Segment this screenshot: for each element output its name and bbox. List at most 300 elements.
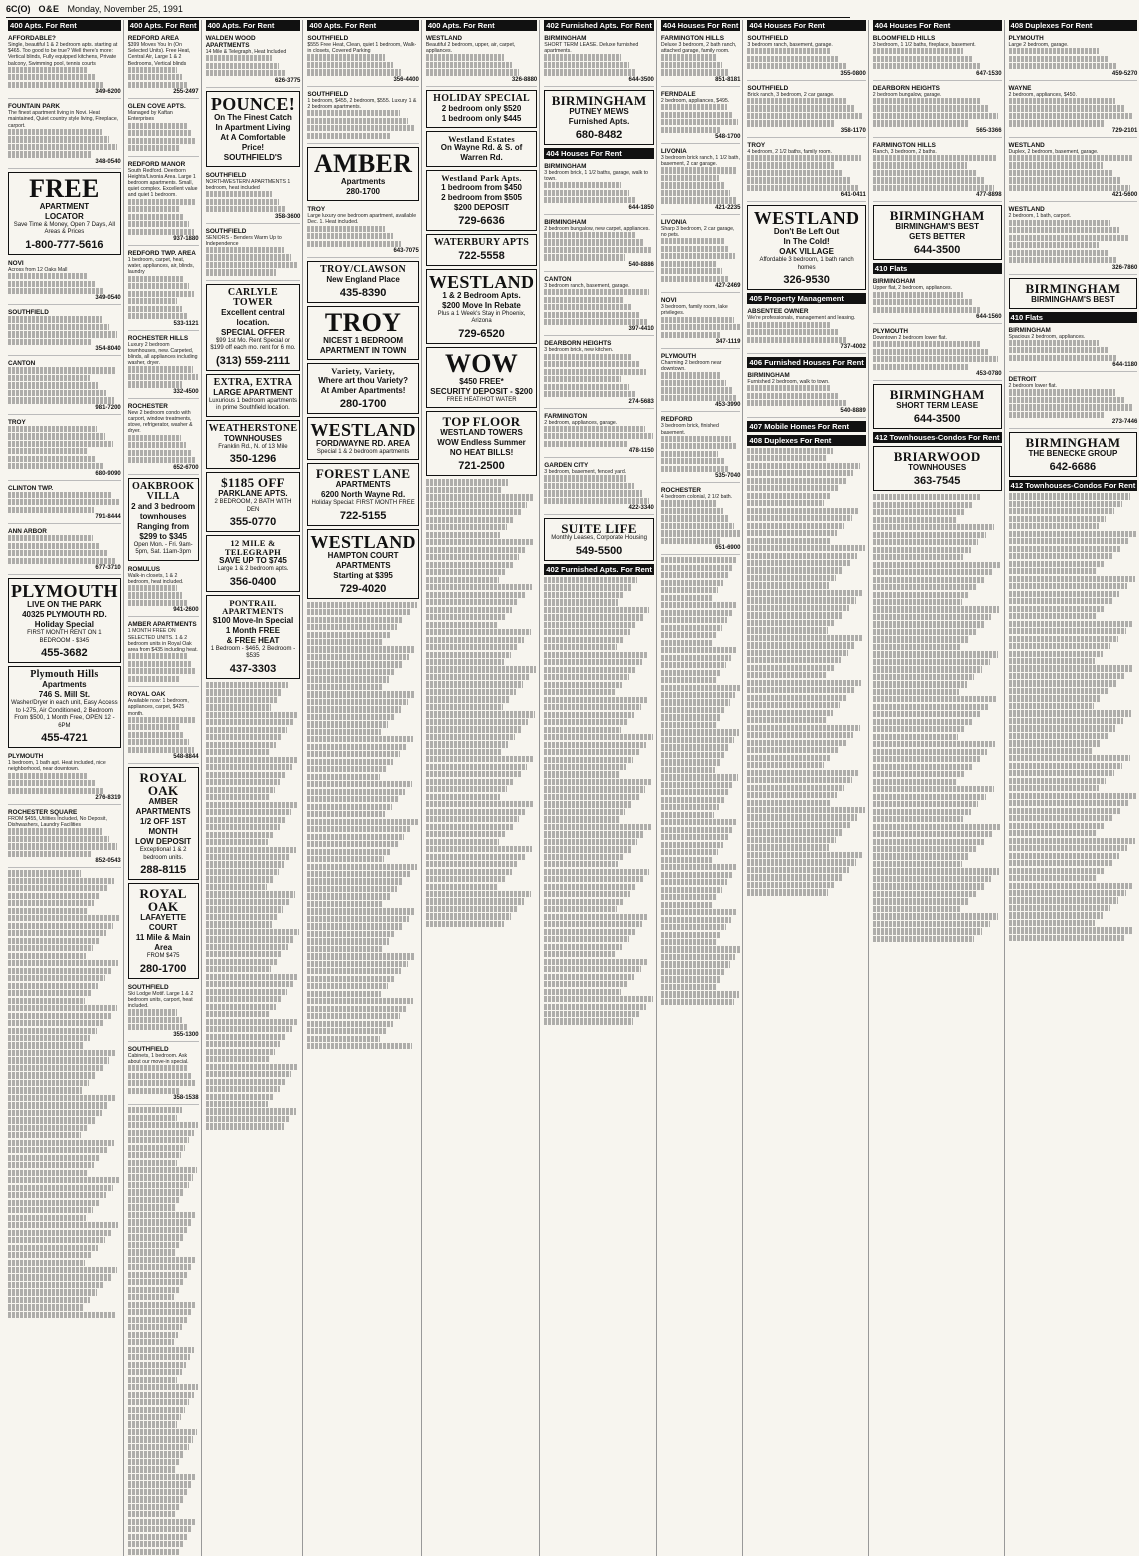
ad-text: 3 bedroom ranch, basement, garage. [544, 282, 630, 289]
classified-ad [206, 226, 301, 281]
classified-ad [544, 217, 654, 272]
ad-text: Cabinets, 1 bedroom. Ask about our move-in special. [127, 1052, 189, 1065]
ad-phone: 355-1300 [173, 1031, 199, 1038]
ad-body-text [8, 129, 121, 158]
classified-ad [747, 140, 865, 203]
masthead [6, 4, 850, 18]
ad-city: CANTON [8, 360, 36, 368]
ad-body-text [8, 426, 121, 470]
display-ad-line: AMBER APARTMENTS [135, 797, 191, 817]
ad-text: We're professionals, management and leasing. [747, 315, 856, 322]
classified-ad [8, 483, 121, 524]
classified-ad [661, 351, 741, 412]
column-body-text [873, 494, 1002, 942]
ad-text: 4 bedroom colonial, 2 1/2 bath. [660, 494, 733, 501]
ad-body-text [128, 123, 199, 152]
classified-ad [661, 217, 741, 293]
ad-text: The finest apartment living in Novi. Heat maintained, Quiet country style living, Fireplace, carport. [8, 110, 119, 129]
ad-phone: 737-4002 [840, 344, 866, 351]
display-ad-headline: Westland Estates [448, 133, 515, 144]
ad-city: AMBER APARTMENTS [127, 621, 197, 629]
display-ad-line: APARTMENT IN TOWN [319, 346, 407, 356]
ad-city: ABSENTEE OWNER [747, 308, 809, 316]
display-ad-headline: BIRMINGHAM [889, 208, 985, 224]
display-ad-line: LAFAYETTE COURT [140, 913, 187, 933]
ad-city: ROCHESTER [127, 402, 168, 410]
display-ad-line: APARTMENT [39, 201, 90, 211]
ad-city: DETROIT [1008, 376, 1037, 384]
display-ad-details: FREE HEAT/HOT WATER [446, 396, 517, 403]
display-ad-headline: FOREST LANE [315, 466, 411, 482]
display-ad-line: Excellent central location. [221, 307, 285, 327]
section-heading: 408 Duplexes For Rent [747, 435, 865, 446]
ad-city: FARMINGTON HILLS [872, 141, 936, 149]
ad-phone: 652-6700 [173, 464, 199, 471]
classified-ad [544, 338, 654, 408]
ad-text: Charming 2 bedroom near downtown. [660, 360, 722, 373]
display-ad-headline: EXTRA, EXTRA [213, 376, 293, 388]
display-ad-line: $100 Move-In Special [212, 615, 294, 625]
display-ad [426, 170, 537, 231]
ad-body-text [128, 1009, 199, 1030]
column-body-text [8, 870, 121, 1318]
ad-city: GLEN COVE APTS. [127, 103, 186, 111]
display-ad [426, 269, 537, 344]
section-heading: 404 Houses For Rent [662, 21, 739, 30]
display-ad [128, 883, 199, 979]
ad-phone: 459-5270 [1111, 70, 1138, 77]
ad-body-text [206, 247, 301, 276]
section-heading: 400 Apts. For Rent [206, 20, 301, 31]
display-ad [426, 234, 537, 266]
display-ad-phone: 722-5155 [339, 509, 387, 522]
ad-text: Duplex, 2 bedroom, basement, garage. [1008, 148, 1099, 155]
ad-phone: 548-8844 [173, 754, 199, 761]
column-body-text [307, 602, 418, 1050]
section-heading: 400 Apts. For Rent [129, 21, 197, 30]
display-ad [873, 384, 1002, 429]
column-body-text [747, 448, 865, 896]
ad-city: WESTLAND [1008, 141, 1045, 149]
display-ad-line: HAMPTON COURT [327, 550, 399, 560]
ad-body-text [747, 385, 865, 406]
ad-text: 2 bedroom, appliances, $495. [660, 97, 730, 104]
display-ad-phone: 729-6636 [458, 214, 505, 227]
ad-city: ROCHESTER [660, 487, 701, 495]
ad-city: AFFORDABLE? [8, 35, 56, 42]
ad-phone: 421-2235 [715, 204, 741, 211]
ad-city: SOUTHFIELD [205, 227, 247, 235]
ad-text: 4 bedroom, 2 1/2 baths, family room. [747, 148, 832, 155]
ad-phone: 791-8444 [95, 514, 121, 521]
ad-city: SOUTHFIELD [747, 84, 789, 92]
ad-phone: 427-2469 [715, 283, 741, 290]
ad-phone: 422-3340 [628, 505, 654, 512]
ad-phone: 644-1560 [976, 314, 1002, 321]
display-ad-phone: 350-1296 [229, 453, 277, 466]
ad-city: REDFORD MANOR [127, 160, 186, 168]
display-ad [307, 463, 418, 526]
ad-body-text [8, 773, 121, 794]
ad-text: 1 MONTH FREE ON SELECTED UNITS. 1 & 2 bedroom units in Royal Oak area from $435 including heat. [127, 628, 198, 654]
display-ad-details: Plus a 1 Week's Stay in Phoenix, Arizona [437, 310, 526, 325]
display-ad-line: In Apartment Living [215, 122, 291, 132]
display-ad-line: Holiday Special [34, 620, 94, 630]
ad-body-text [128, 653, 199, 682]
display-ad [206, 284, 301, 371]
ad-phone: 478-1150 [628, 448, 654, 455]
display-ad-line: LIVE ON THE PARK [27, 600, 102, 610]
display-ad-headline: Plymouth Hills [30, 669, 99, 681]
ad-body-text [8, 273, 121, 294]
display-ad-headline: CARLYLE TOWER [227, 286, 279, 308]
display-ad [307, 261, 418, 303]
display-ad-line: THE BENECKE GROUP [1028, 449, 1118, 459]
display-ad [8, 666, 121, 748]
display-ad-phone: 1-800-777-5616 [25, 238, 104, 251]
ad-phone: 332-4500 [173, 388, 199, 395]
ad-phone: 358-1170 [840, 127, 866, 134]
classified-ad [128, 33, 199, 99]
display-ad [307, 363, 418, 414]
display-ad-headline: AMBER [313, 149, 413, 179]
ad-phone: 354-8040 [95, 346, 121, 353]
display-ad-phone: 549-5500 [575, 544, 623, 557]
ad-city: BIRMINGHAM [1008, 326, 1051, 334]
ad-city: BLOOMFIELD HILLS [872, 35, 936, 42]
display-ad-headline: OAKBROOK VILLA [131, 480, 195, 502]
ad-text: 3 bedroom brick, new kitchen. [544, 347, 614, 354]
ad-phone: 852-0543 [95, 858, 121, 865]
display-ad-line: OAK VILLAGE [779, 247, 834, 257]
ad-city: SOUTHFIELD [205, 171, 247, 179]
display-ad-headline: WOW [444, 348, 519, 378]
display-ad-headline: 12 MILE & TELEGRAPH [224, 538, 281, 557]
classified-ad [873, 140, 1002, 203]
classified-column [305, 20, 421, 1556]
ad-body-text [128, 585, 199, 606]
classified-ad [8, 417, 121, 481]
ad-body-text [544, 426, 654, 447]
ad-city: FERNDALE [660, 90, 696, 98]
ad-city: SOUTHFIELD [307, 90, 349, 98]
ad-phone: 981-7200 [95, 404, 121, 411]
classified-ad [747, 370, 865, 418]
ad-city: FOUNTAIN PARK [8, 103, 60, 111]
ad-body-text [1009, 155, 1138, 191]
display-ad-line: Starting at $395 [333, 570, 393, 580]
display-ad-headline: FREE [29, 173, 100, 203]
ad-body-text [128, 199, 199, 235]
section-heading: 400 Apts. For Rent [8, 20, 121, 31]
display-ad-line: PUTNEY MEWS [569, 106, 629, 116]
column-body-text [206, 682, 301, 1130]
classified-ad [544, 460, 654, 515]
ad-text: Brick ranch, 3 bedroom, 2 car garage. [747, 91, 835, 98]
classified-ad [128, 689, 199, 764]
display-ad-line: APARTMENTS [335, 560, 391, 570]
ad-city: REDFORD AREA [127, 35, 179, 42]
classified-ad [1009, 325, 1138, 373]
classified-ad [128, 564, 199, 618]
ad-body-text [1009, 48, 1138, 69]
ad-body-text [747, 98, 865, 127]
ad-phone: 651-6900 [715, 545, 741, 552]
ad-city: BIRMINGHAM [872, 278, 916, 286]
ad-body-text [661, 104, 741, 133]
classified-column [126, 20, 202, 1556]
display-ad [1009, 432, 1138, 477]
classified-ad [873, 326, 1002, 381]
display-ad-line: NO HEAT BILLS! [449, 448, 514, 458]
display-ad-phone: 435-8390 [339, 287, 387, 300]
section-heading: 406 Furnished Houses For Rent [749, 358, 864, 368]
ad-text: 2 bedroom, 1 bath, carport. [1008, 213, 1072, 220]
ad-phone: 644-1180 [1112, 362, 1138, 369]
display-ad-details: 2 BEDROOM, 2 BATH WITH DEN [214, 499, 292, 513]
ad-body-text [544, 54, 654, 75]
section-heading: 404 Houses For Rent [544, 148, 654, 159]
classified-ad [128, 159, 199, 246]
classified-ad [873, 33, 1002, 81]
ad-text: 3 bedroom brick, finished basement. [660, 423, 719, 436]
ad-text: Large 2 bedroom, garage. [1008, 42, 1069, 48]
display-ad-headline: PONTRAIL APARTMENTS [222, 597, 284, 617]
display-ad-headline: TOP FLOOR [442, 414, 521, 430]
ad-text: NORTHWESTERN APARTMENTS 1 bedroom, heat included [205, 178, 291, 191]
column-body-text [544, 577, 654, 1025]
ad-phone: 643-7075 [393, 248, 419, 255]
display-ad-phone: 680-8482 [575, 128, 623, 141]
ad-city: CLINTON TWP. [8, 484, 54, 492]
display-ad-line: 1/2 OFF 1ST MONTH [140, 817, 187, 837]
display-ad-phone: 356-0400 [229, 575, 277, 588]
display-ad-headline: SUITE LIFE [561, 521, 637, 537]
display-ad-phone: 355-0770 [229, 516, 277, 529]
display-ad-headline: BRIARWOOD [893, 449, 981, 465]
ad-city: SOUTHFIELD [747, 35, 789, 42]
classified-ad [1009, 33, 1138, 81]
page-number: 6C(O) [6, 4, 31, 14]
ad-body-text [307, 54, 418, 75]
classified-ad [128, 1044, 199, 1105]
ad-phone: 255-2497 [173, 89, 199, 96]
display-ad-line: 1 & 2 Bedroom Apts. [442, 290, 521, 300]
display-ad-line: Ranging from $299 to $345 [137, 521, 190, 541]
ad-text: Large luxury one bedroom apartment, available Dec. 1. Heat included. [307, 213, 417, 226]
display-ad-line: $450 FREE* [459, 376, 504, 386]
classified-ad [661, 33, 741, 87]
display-ad-headline: BIRMINGHAM [1025, 435, 1121, 451]
display-ad-line: BIRMINGHAM'S BEST [895, 222, 979, 232]
classified-ad [873, 276, 1002, 324]
display-ad-details: Franklin Rd., N. of 13 Mile [218, 443, 288, 450]
classified-column [1007, 20, 1139, 1556]
ad-text: 3 bedroom brick ranch, 1 1/2 bath, basement, 2 car garage. [660, 155, 740, 168]
display-ad-headline: ROYAL OAK [139, 886, 187, 915]
classified-ad [128, 333, 199, 399]
display-ad-details: Special 1 & 2 bedroom apartments [316, 448, 410, 455]
ad-phone: 540-8889 [840, 407, 866, 414]
ad-city: LIVONIA [660, 218, 687, 226]
display-ad-line: BIRMINGHAM'S BEST [1031, 294, 1115, 304]
display-ad [1009, 278, 1138, 309]
ad-body-text [747, 322, 865, 343]
display-ad-line: 1 bedroom from $450 [441, 182, 522, 192]
ad-phone: 644-1850 [628, 204, 654, 211]
column-body-text [1009, 493, 1138, 941]
ad-phone: 565-3366 [976, 127, 1002, 134]
ad-city: FARMINGTON [544, 412, 588, 420]
display-ad-details: FIRST MONTH RENT ON 1 BEDROOM - $345 [27, 630, 102, 644]
classified-ad [661, 146, 741, 215]
ad-body-text [661, 436, 741, 472]
classified-ad [544, 274, 654, 337]
ad-text: New 2 bedroom condo with carport, window treatments, stove, refrigerator, washer & dryer. [127, 409, 193, 435]
classified-column [542, 20, 657, 1556]
ad-body-text [544, 475, 654, 504]
display-ad-details: Affordable 3 bedroom, 1 bath ranch homes [759, 257, 854, 271]
ad-text: Sharp 3 bedroom, 2 car garage, no pets. [660, 225, 735, 239]
display-ad-phone: 729-6520 [458, 327, 505, 340]
ad-body-text [1009, 98, 1138, 127]
ad-phone: 644-3500 [628, 76, 654, 83]
display-ad-line: WESTLAND TOWERS [440, 428, 523, 438]
display-ad-line: On Wayne Rd. & S. of Warren Rd. [440, 143, 523, 163]
display-ad-line: LOCATOR [44, 211, 84, 221]
ad-body-text [8, 316, 121, 345]
display-ad-line: SECURITY DEPOSIT - $200 [430, 386, 533, 396]
classified-ad [1009, 204, 1138, 274]
ad-phone: 356-4400 [393, 76, 419, 83]
ad-text: 2 bedroom bungalow, new carpet, appliances. [544, 225, 650, 232]
classified-ad [8, 33, 121, 99]
ad-text: 3 bedroom, basement, fenced yard. [544, 469, 627, 476]
ad-city: ROCHESTER SQUARE [8, 808, 78, 816]
display-ad-phone: 644-3500 [913, 413, 961, 426]
ad-phone: 647-1530 [976, 70, 1002, 77]
display-ad [307, 417, 418, 461]
display-ad-line: In The Cold! [783, 237, 830, 247]
ad-phone: 851-8181 [715, 76, 741, 83]
ad-body-text [128, 366, 199, 387]
display-ad-details: Washer/Dryer in each unit, Easy Access to I-275, Air Conditioned, 2 Bedroom From $500, 1 Month Free, OPEN 12 - 6PM [11, 700, 118, 729]
ad-text: 2 bedroom lower flat. [1008, 383, 1057, 390]
ad-city: WESTLAND [425, 35, 463, 42]
display-ad-details: $99 1st Mo. Rent Special or $199 off each mo. rent for 6 mo. [210, 337, 296, 352]
section-heading: 402 Furnished Apts. For Rent [546, 564, 652, 574]
display-ad [307, 529, 418, 599]
display-ad [873, 446, 1002, 491]
ad-body-text [544, 232, 654, 261]
publication-name: O&E [38, 4, 60, 14]
classified-ad [1009, 374, 1138, 429]
display-ad-phone: 721-2500 [458, 460, 505, 473]
ad-text: Luxury 2 bedroom townhouses, new. Carpeted, blinds, all appliances including washer, dryer. [127, 341, 198, 367]
ad-city: SOUTHFIELD [8, 309, 49, 317]
classified-ad [206, 33, 301, 88]
ad-body-text [661, 54, 741, 75]
classified-ad [307, 89, 418, 144]
display-ad [206, 535, 301, 592]
display-ad-line: LARGE APARTMENT [213, 387, 293, 397]
display-ad-phone: (313) 559-2111 [215, 354, 290, 367]
display-ad-line: $200 DEPOSIT [453, 202, 510, 212]
display-ad-line: 280-1700 [346, 187, 380, 197]
ad-text: Downtown 2 bedroom lower flat. [872, 335, 947, 342]
display-ad-line: 6200 North Wayne Rd. [321, 490, 406, 500]
display-ad-line: 746 S. Mill St. [38, 690, 90, 700]
display-ad-line: Apartments [42, 680, 87, 690]
ad-city: TROY [307, 206, 326, 214]
display-ad-line: Don't Be Left Out [773, 227, 840, 237]
display-ad-phone: 722-5558 [458, 249, 505, 262]
ad-body-text [8, 492, 121, 513]
classified-ad [8, 307, 121, 356]
display-ad [128, 767, 199, 880]
ad-text: Across from 12 Oaks Mall [8, 266, 68, 273]
ad-phone: 680-9090 [95, 470, 121, 477]
display-ad-headline: $1185 OFF [221, 475, 285, 491]
ad-body-text [661, 372, 741, 401]
ad-body-text [206, 191, 301, 212]
ad-body-text [128, 717, 199, 753]
column-body-text [128, 1107, 199, 1555]
display-ad-line: LOW DEPOSIT [135, 837, 192, 847]
ad-text: Ski Lodge Motif. Large 1 & 2 bedroom units, carport, heat included. [127, 990, 194, 1010]
display-ad-headline: PLYMOUTH [11, 581, 118, 602]
ad-text: Spacious 2 bedroom, appliances. [1008, 333, 1086, 340]
ad-text: 3 bedroom ranch, basement, garage. [747, 42, 833, 48]
classified-ad [1009, 140, 1138, 203]
ad-city: GARDEN CITY [544, 462, 589, 470]
display-ad-headline: TROY/CLAWSON [320, 264, 407, 276]
classified-ad [426, 33, 537, 87]
display-ad-phone: 644-3500 [913, 244, 961, 257]
display-ad-line: On The Finest Catch [214, 112, 292, 122]
classified-ad [661, 295, 741, 349]
ad-body-text [8, 67, 121, 88]
display-ad-phone: 280-1700 [139, 962, 187, 975]
display-ad [206, 420, 301, 470]
ad-city: REDFORD TWP. AREA [127, 250, 196, 258]
display-ad-headline: HOLIDAY SPECIAL [433, 92, 530, 104]
ad-city: DEARBORN HEIGHTS [872, 84, 940, 92]
ad-text: Single, beautiful 1 & 2 bedroom apts. starting at $465. Too good to be true? Well there's more: Vertical blinds, Fully equipped kitchens, Private balcony, Swimming pool, tennis courts [8, 42, 118, 67]
section-heading: 402 Furnished Apts. For Rent [546, 21, 652, 30]
ad-text: SENIORS - Benders Warm Up to Independence [205, 234, 282, 247]
display-ad-phone: 326-9530 [783, 274, 830, 287]
section-heading: 400 Apts. For Rent [307, 20, 418, 31]
classified-column [204, 20, 304, 1556]
ad-text: 14 Mile & Telegraph, Heat Included [205, 49, 287, 55]
display-ad-line: SAVE UP TO $745 [219, 556, 287, 566]
display-ad-line: 1 Month FREE [225, 625, 281, 635]
display-ad-phone: 437-3303 [229, 662, 277, 675]
classified-ad [128, 401, 199, 475]
ad-body-text [661, 500, 741, 544]
classified-ad [8, 807, 121, 868]
display-ad [747, 205, 865, 290]
ad-body-text [206, 55, 301, 76]
display-ad [307, 147, 418, 201]
display-ad-headline: Variety, Variety, [331, 366, 395, 377]
ad-text: SHORT TERM LEASE. Deluxe furnished apartments. [544, 42, 639, 55]
classified-ad [661, 89, 741, 144]
display-ad-line: 1 bedroom only $445 [441, 113, 522, 123]
column-body-text [661, 557, 741, 1005]
display-ad-line: Where art thou Variety? [318, 375, 408, 385]
